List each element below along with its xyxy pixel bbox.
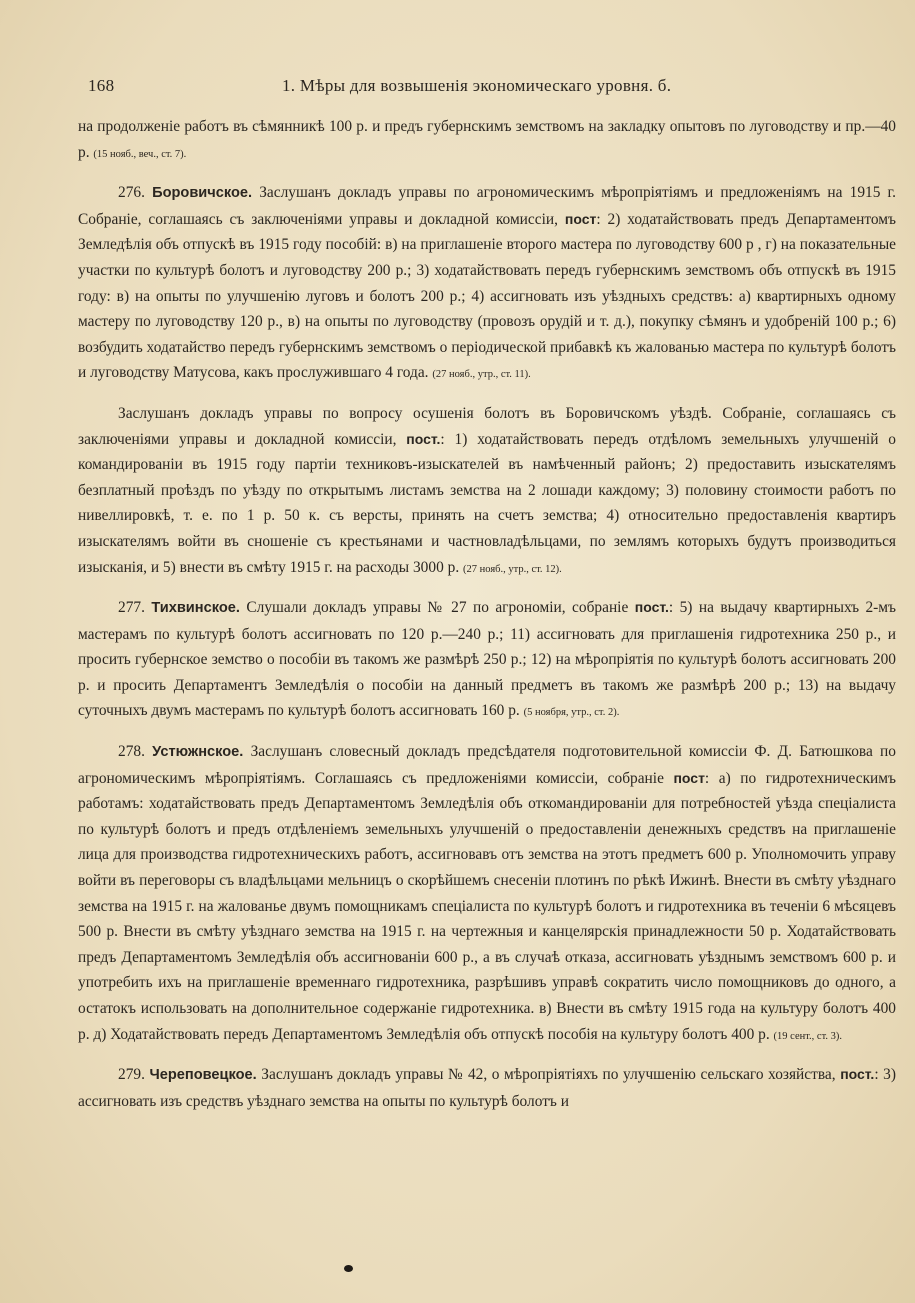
paragraph-text-lead: Слушали докладъ управы № 27 по агрономіи, собраніе	[246, 599, 629, 617]
entry-278-ustyuzhna	[78, 739, 896, 1049]
paragraph-text-lead: Заслушанъ словесный докладъ предсѣдателя подготовительной комиссіи Ф. Д. Батюшкова по агрономическимъ мѣропріятіямъ. Соглашаясь съ предложеніями комиссіи, собраніе	[78, 743, 896, 787]
session-reference: (19 сент., ст. 3).	[773, 1030, 842, 1042]
paragraph-text: : 2) ходатайствовать предъ Департаментомъ Земледѣлія объ отпускѣ въ 1915 году пособій: в) на приглашеніе второго мастера по луговодству 600 р , г) на показательные участки по культурѣ болотъ и луговодству 200 р.; 3) ходатайствовать передъ губернскимъ земствомъ объ отпускѣ въ 1915 году: в) на опыты по улучшенію луговъ и болотъ 200 р.; 4) ассигновать изъ уѣздныхъ средствъ: а) квартирныхъ одному мастеру по луговодству 120 р., в) на опыты по луговодству (провозъ орудій и т. д.), покупку сѣмянъ и удобреній 100 р.; 6) возбудить ходатайство передъ губернскимъ земствомъ о періодической прибавкѣ къ жалованью мастера по культурѣ болотъ и луговодству Матусова, какъ прослужившаго 4 года.	[78, 210, 896, 382]
session-reference: (27 нояб., утр., ст. 11).	[432, 369, 531, 381]
entry-number: 276.	[118, 184, 145, 202]
resolution-marker: пост	[564, 210, 597, 227]
paragraph-text: на продолженіе работъ въ сѣмянникѣ 100 р. и предъ губернскимъ земствомъ на закладку опытовъ по луговодству и пр.—40 р.	[78, 118, 896, 161]
running-title: 1. Мѣры для возвышенія экономическаго уровня. б.	[282, 76, 672, 95]
paragraph-continuation	[78, 114, 896, 167]
paragraph-text-lead: Заслушанъ докладъ управы № 42, о мѣропріятіяхъ по улучшенію сельскаго хозяйства,	[261, 1066, 836, 1084]
entry-place: Боровичское.	[152, 185, 253, 202]
entry-277-tikhvin	[78, 595, 896, 726]
entry-number: 277.	[118, 599, 145, 617]
resolution-marker: пост.	[634, 599, 669, 616]
entry-place: Устюжнское.	[152, 744, 244, 761]
entry-place: Тихвинское.	[151, 600, 240, 617]
resolution-marker: пост.	[840, 1066, 875, 1083]
page-body	[78, 114, 896, 1127]
entry-279-cherepovets	[78, 1062, 896, 1114]
session-reference: (27 нояб., утр., ст. 12).	[463, 563, 562, 575]
paragraph-text-lead: Заслушанъ докладъ управы по агрономическимъ мѣропріятіямъ и предложеніямъ на 1915 г. Собраніе, соглашаясь съ заключеніями управы и докладной комиссіи,	[78, 184, 896, 228]
ink-blot	[344, 1265, 353, 1272]
resolution-marker: пост	[673, 769, 705, 786]
paragraph-text: : 3) ассигновать изъ средствъ уѣзднаго земства на опыты по культурѣ болотъ и	[78, 1066, 896, 1110]
entry-276-borovichi	[78, 180, 896, 388]
paragraph-text: : 1) ходатайствовать передъ отдѣломъ земельныхъ улучшеній о командированіи въ 1915 году партіи техниковъ-изыскателей въ намѣченный районъ; 2) предоставить изыскателямъ безплатный проѣздъ по уѣзду по открытымъ листамъ земства на 2 лошади каждому; 3) половину стоимости работъ по нивеллировкѣ, т. е. по 1 р. 50 к. съ версты, принять на счетъ земства; 4) относительно предоставленія квартиръ изыскателямъ войти въ сношеніе съ крестьянами и частновладѣльцами, по землямъ которыхъ будутъ производиться изысканія, и 5) внести въ смѣту 1915 г. на расходы 3000 р.	[78, 430, 896, 576]
entry-number: 279.	[118, 1066, 145, 1084]
entry-borovichi-drainage	[78, 401, 896, 582]
session-reference: (5 ноября, утр., ст. 2).	[523, 707, 620, 719]
paragraph-text: : а) по гидротехническимъ работамъ: ходатайствовать предъ Департаментомъ Земледѣлія объ откомандированіи для потребностей уѣзда спеціалиста по культурѣ болотъ и предъ отдѣленіемъ земельныхъ улучшеній о предоставленіи денежныхъ средствъ на приглашеніе лица для производства гидротехническихъ работъ, ассигновавъ отъ земства на этотъ предметъ 600 р. Уполномочить управу войти въ переговоры съ владѣльцами мельницъ о скорѣйшемъ снесеніи плотинъ по рѣкѣ Ижинѣ. Внести въ смѣту уѣзднаго земства на 1915 г. на жалованье двумъ помощникамъ спеціалиста по культурѣ болотъ и гидротехника въ теченіи 6 мѣсяцевъ 500 р. Внести въ смѣту уѣзднаго земства на 1915 г. на чертежныя и канцелярскія принадлежности 50 р. Ходатайствовать предъ Департаментомъ Земледѣлія объ ассигнованіи 600 р., а въ случаѣ отказа, ассигновать уѣзднымъ земствомъ 600 р. и употребить ихъ на приглашеніе временнаго гидротехника, разрѣшивъ управѣ сократить число помощниковъ до одного, а остатокъ использовать на дополнительное содержаніе гидротехника. в) Внести въ смѣту 1915 года на культуру болотъ 400 р. д) Ходатайствовать передъ Департаментомъ Земледѣлія объ отпускѣ пособія на культуру болотъ 400 р.	[78, 769, 896, 1043]
paragraph-text: : 5) на выдачу квартирныхъ 2-мъ мастерамъ по культурѣ болотъ ассигновать по 120 р.—240 р.; 11) ассигновать для приглашенія гидротехника 250 р., и просить губернское земство о пособіи въ такомъ же размѣрѣ 250 р.; 12) на мѣропріятія по культурѣ болотъ ассигновать 200 р. и просить Департаментъ Земледѣлія о пособіи на данный предметъ въ такомъ же размѣрѣ 200 р.; 13) на выдачу суточныхъ двумъ мастерамъ по культурѣ болотъ ассигновать 160 р.	[78, 599, 897, 720]
session-reference: (15 нояб., веч., ст. 7).	[93, 148, 187, 160]
page-number: 168	[88, 76, 115, 95]
page-header	[78, 76, 843, 102]
entry-number: 278.	[118, 743, 145, 761]
entry-place: Череповецкое.	[149, 1067, 257, 1084]
resolution-marker: пост.	[406, 430, 441, 447]
paragraph-text-lead: Заслушанъ докладъ управы по вопросу осушенія болотъ въ Боровичскомъ уѣздѣ. Собраніе, соглашаясь съ заключеніями управы и докладной комиссіи,	[78, 404, 896, 448]
